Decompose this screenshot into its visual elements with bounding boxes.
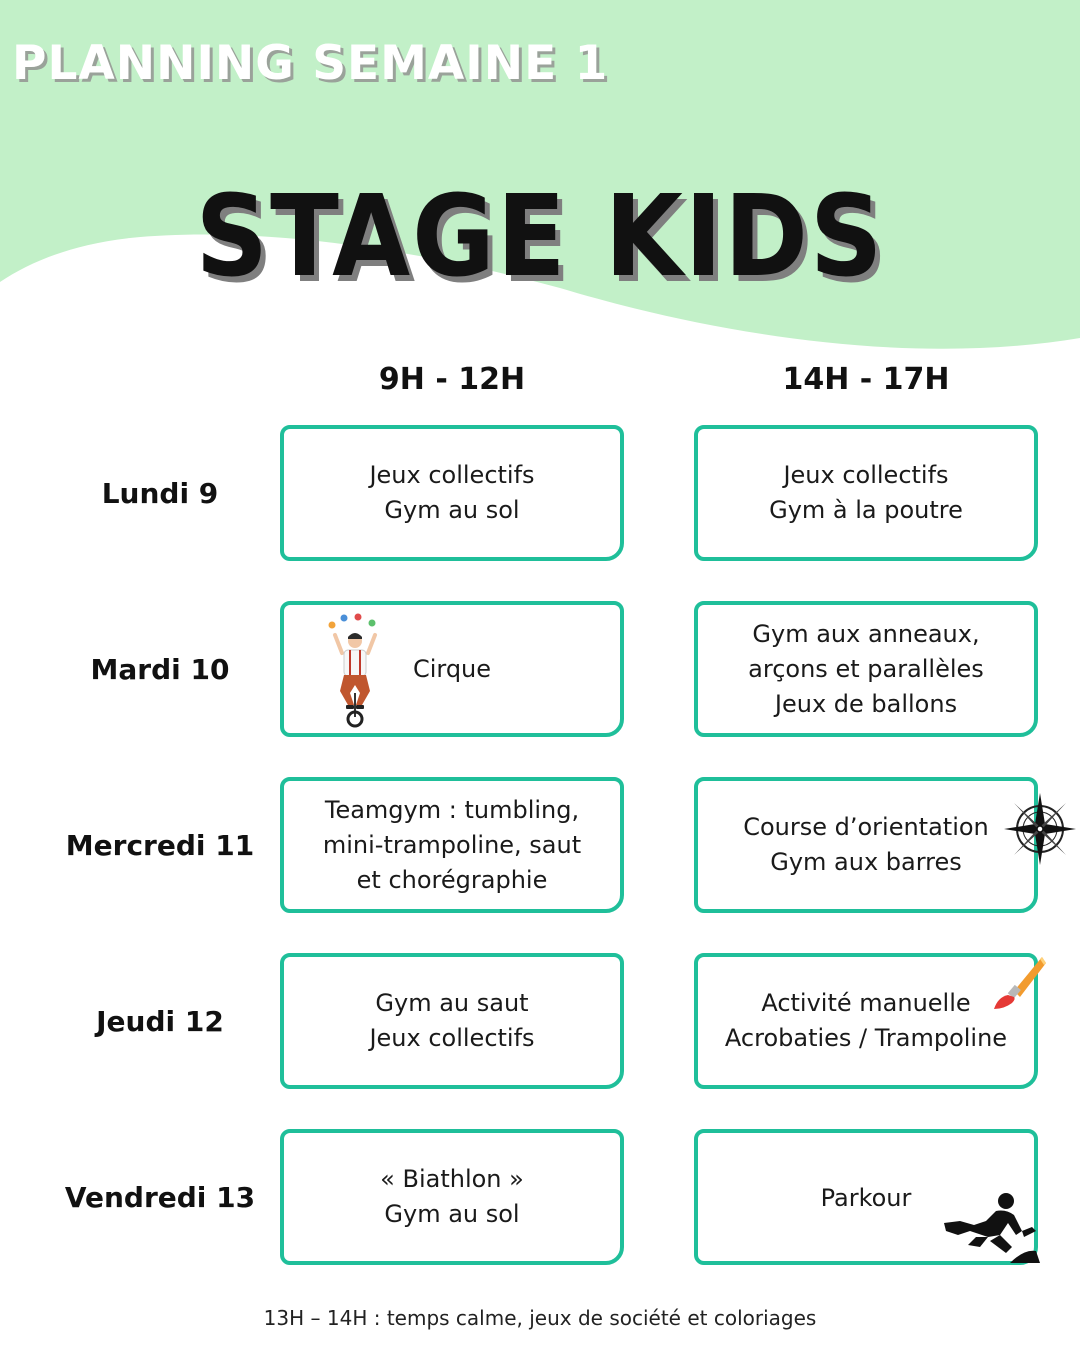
activity-line: Teamgym : tumbling, bbox=[324, 795, 580, 824]
day-label: Mercredi 11 bbox=[65, 828, 255, 862]
paintbrush-icon bbox=[984, 953, 1048, 1017]
day-label: Mardi 10 bbox=[90, 652, 230, 686]
activity-cell-morning bbox=[280, 425, 624, 561]
header-subtitle: PLANNING SEMAINE 1 bbox=[12, 36, 609, 91]
activity-line: Gym au sol bbox=[384, 1200, 520, 1228]
day-label: Vendredi 13 bbox=[64, 1180, 256, 1214]
schedule-row bbox=[0, 953, 1080, 1089]
activity-cell-morning bbox=[280, 777, 624, 913]
activity-line: Course d’orientation bbox=[743, 813, 989, 841]
activity-cell-morning bbox=[280, 1129, 624, 1265]
column-header-morning: 9H - 12H bbox=[378, 362, 526, 397]
activity-line: Gym aux barres bbox=[770, 848, 962, 876]
activity-line: Gym à la poutre bbox=[769, 496, 963, 524]
day-label: Jeudi 12 bbox=[96, 1004, 224, 1038]
activity-line: Parkour bbox=[820, 1184, 912, 1212]
juggler-icon bbox=[322, 613, 388, 729]
page-title: STAGE KIDS bbox=[195, 172, 885, 302]
footer-note: 13H – 14H : temps calme, jeux de société et coloriages bbox=[263, 1306, 817, 1330]
activity-cell-morning bbox=[280, 601, 624, 737]
activity-cell-afternoon bbox=[694, 601, 1038, 737]
activity-line: Jeux collectifs bbox=[369, 461, 535, 489]
activity-line: Activité manuelle bbox=[761, 989, 971, 1017]
activity-line: Jeux de ballons bbox=[774, 689, 958, 718]
activity-line: Acrobaties / Trampoline bbox=[724, 1024, 1008, 1052]
schedule-row bbox=[0, 777, 1080, 913]
activity-cell-afternoon bbox=[694, 777, 1038, 913]
day-label: Lundi 9 bbox=[101, 476, 219, 510]
activity-line: Gym aux anneaux, bbox=[752, 619, 980, 648]
schedule-row bbox=[0, 1129, 1080, 1265]
schedule-row bbox=[0, 425, 1080, 561]
activity-line: « Biathlon » bbox=[380, 1165, 524, 1193]
activity-line: et chorégraphie bbox=[356, 865, 548, 894]
activity-line: Gym au saut bbox=[375, 989, 529, 1017]
activity-line: Jeux collectifs bbox=[783, 461, 949, 489]
activity-line: Gym au sol bbox=[384, 496, 520, 524]
parkour-silhouette-icon bbox=[940, 1191, 1040, 1263]
activity-line: Jeux collectifs bbox=[369, 1024, 535, 1052]
activity-line: arçons et parallèles bbox=[748, 654, 984, 683]
activity-cell-afternoon bbox=[694, 425, 1038, 561]
activity-line: mini-trampoline, saut bbox=[322, 830, 582, 859]
activity-cell-morning bbox=[280, 953, 624, 1089]
column-header-afternoon: 14H - 17H bbox=[782, 362, 950, 397]
compass-icon bbox=[1002, 791, 1078, 867]
schedule-row bbox=[0, 601, 1080, 737]
activity-line: Cirque bbox=[412, 654, 492, 683]
